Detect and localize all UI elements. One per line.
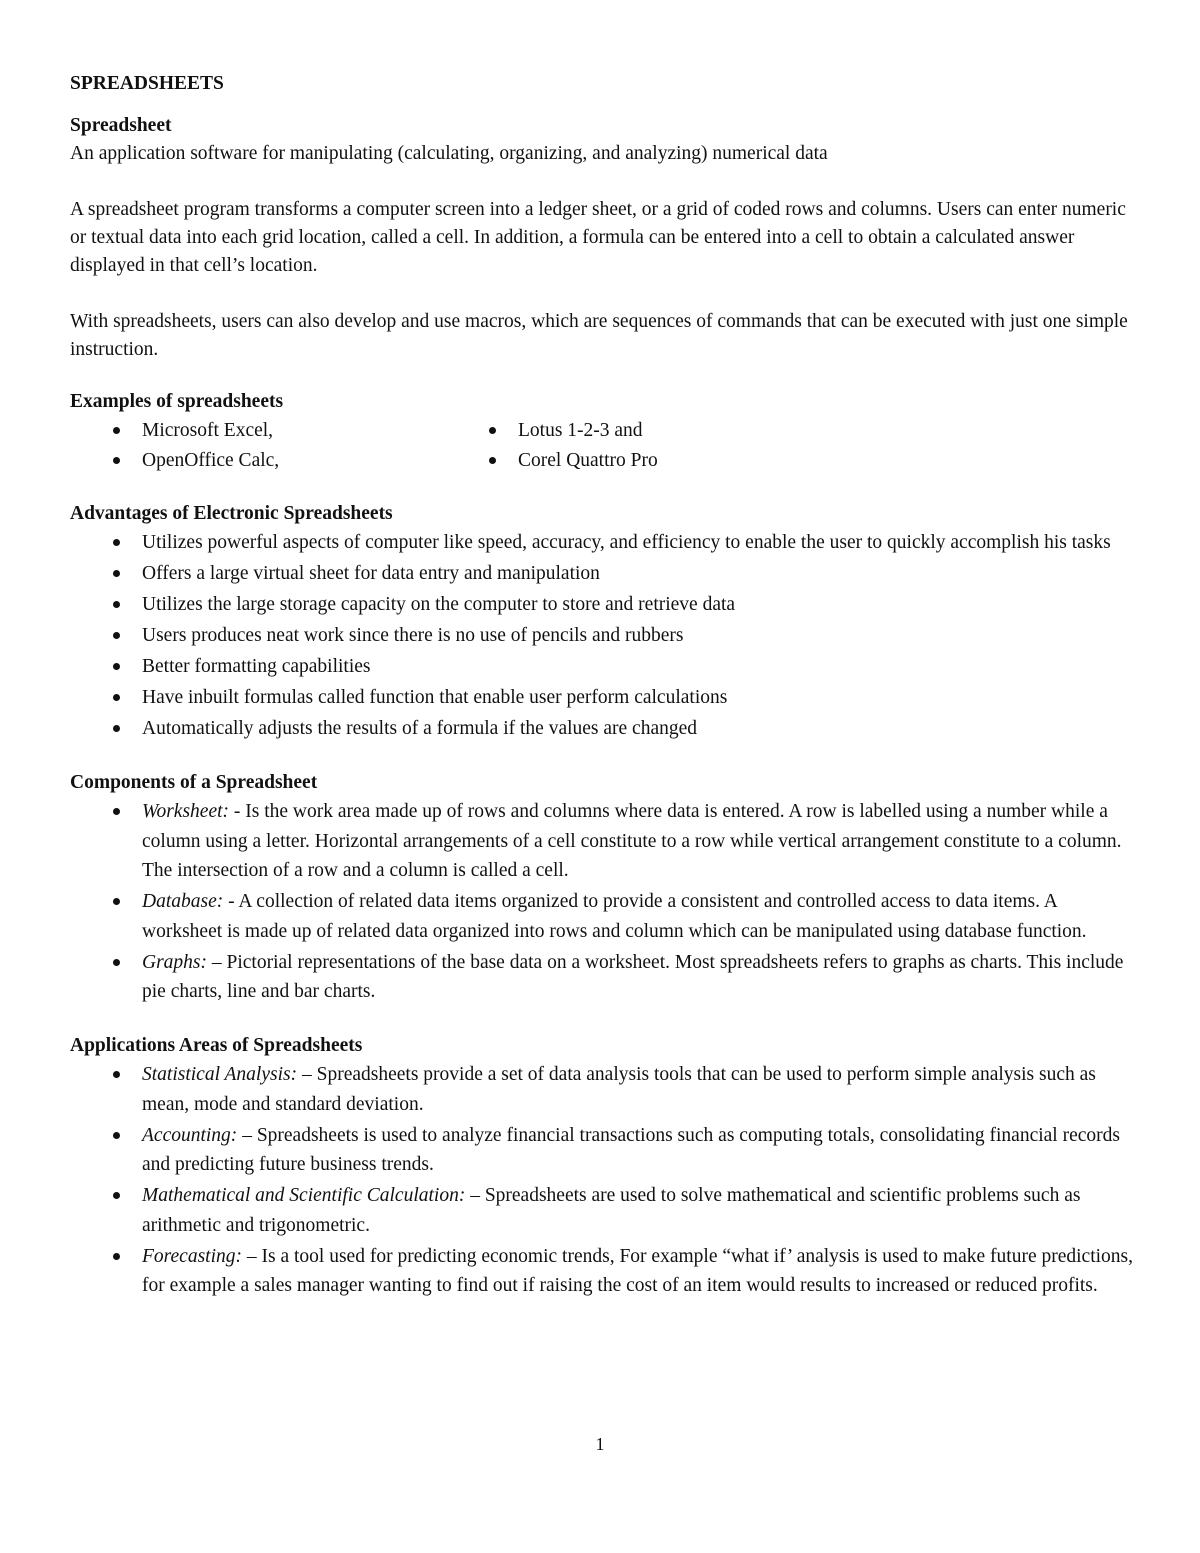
advantages-list	[70, 528, 1140, 744]
description: – Spreadsheets is used to analyze financial transactions such as computing totals, consolidating financial records and predicting future business trends.	[142, 1124, 1120, 1175]
applications-list	[70, 1060, 1140, 1301]
list-item	[70, 1060, 1140, 1119]
term: Accounting:	[142, 1124, 238, 1146]
list-item	[70, 887, 1140, 946]
examples-heading: Examples of spreadsheets	[70, 391, 284, 412]
macros-paragraph: With spreadsheets, users can also develop and use macros, which are sequences of commands that can be executed with just one simple instruction.	[70, 311, 1128, 360]
list-item: OpenOffice Calc,	[70, 446, 446, 476]
list-item	[70, 797, 1140, 886]
examples-column-1	[70, 416, 446, 476]
term: Database:	[142, 891, 224, 912]
term: Mathematical and Scientific Calculation:	[142, 1185, 466, 1206]
intro-paragraph: A spreadsheet program transforms a computer screen into a ledger sheet, or a grid of coded rows and columns. Users can enter numeric or textual data into each grid location, called a cell. In addition, a formula can be entered into a cell to obtain a calculated answer displayed in that cell’s location.	[70, 199, 1126, 276]
list-item: Better formatting capabilities	[70, 652, 1140, 682]
list-item: Offers a large virtual sheet for data entry and manipulation	[70, 559, 1140, 589]
description: – Is a tool used for predicting economic trends, For example “what if’ analysis is used to make future predictions, for example a sales manager wanting to find out if raising the cost of an item would results to increased or reduced profits.	[142, 1245, 1133, 1296]
description: – Spreadsheets provide a set of data analysis tools that can be used to perform simple analysis such as mean, mode and standard deviation.	[142, 1064, 1096, 1115]
description: - A collection of related data items organized to provide a consistent and controlled access to data items. A worksheet is made up of related data organized into rows and column which can be manipulated using database function.	[142, 891, 1087, 942]
list-item: Utilizes powerful aspects of computer like speed, accuracy, and efficiency to enable the user to quickly accomplish his tasks	[70, 528, 1140, 558]
description: – Pictorial representations of the base data on a worksheet. Most spreadsheets refers to graphs as charts. This include pie charts, line and bar charts.	[142, 951, 1124, 1002]
list-item: Have inbuilt formulas called function that enable user perform calculations	[70, 683, 1140, 713]
advantages-heading: Advantages of Electronic Spreadsheets	[70, 503, 393, 524]
list-item: Users produces neat work since there is no use of pencils and rubbers	[70, 621, 1140, 651]
description: - Is the work area made up of rows and columns where data is entered. A row is labelled using a number while a column using a letter. Horizontal arrangements of a cell constitute to a row while vertical arrangement constitute to a column. The intersection of a row and a column is called a cell.	[142, 801, 1122, 881]
list-item: Utilizes the large storage capacity on the computer to store and retrieve data	[70, 590, 1140, 620]
list-item	[70, 1121, 1140, 1180]
list-item: Corel Quattro Pro	[446, 446, 822, 476]
term: Graphs:	[142, 951, 208, 973]
list-item: Lotus 1-2-3 and	[446, 416, 822, 446]
list-item	[70, 1242, 1140, 1301]
page-number: 1	[595, 1434, 605, 1454]
applications-heading: Applications Areas of Spreadsheets	[70, 1035, 363, 1056]
description: – Spreadsheets are used to solve mathematical and scientific problems such as arithmetic and trigonometric.	[142, 1185, 1081, 1236]
term: Worksheet:	[142, 801, 230, 822]
definition-text: An application software for manipulating (calculating, organizing, and analyzing) numerical data	[70, 143, 828, 164]
components-heading: Components of a Spreadsheet	[70, 772, 318, 793]
term: Forecasting:	[142, 1245, 243, 1267]
list-item: Microsoft Excel,	[70, 416, 446, 446]
components-list	[70, 797, 1140, 1007]
examples-list	[70, 416, 1140, 476]
examples-column-2	[446, 416, 822, 476]
definition-heading: Spreadsheet	[70, 115, 172, 136]
list-item	[70, 1181, 1140, 1240]
document-title: SPREADSHEETS	[70, 73, 224, 94]
term: Statistical Analysis:	[142, 1064, 298, 1085]
list-item: Automatically adjusts the results of a formula if the values are changed	[70, 714, 1140, 744]
document-page	[70, 62, 1140, 1302]
list-item	[70, 948, 1140, 1007]
